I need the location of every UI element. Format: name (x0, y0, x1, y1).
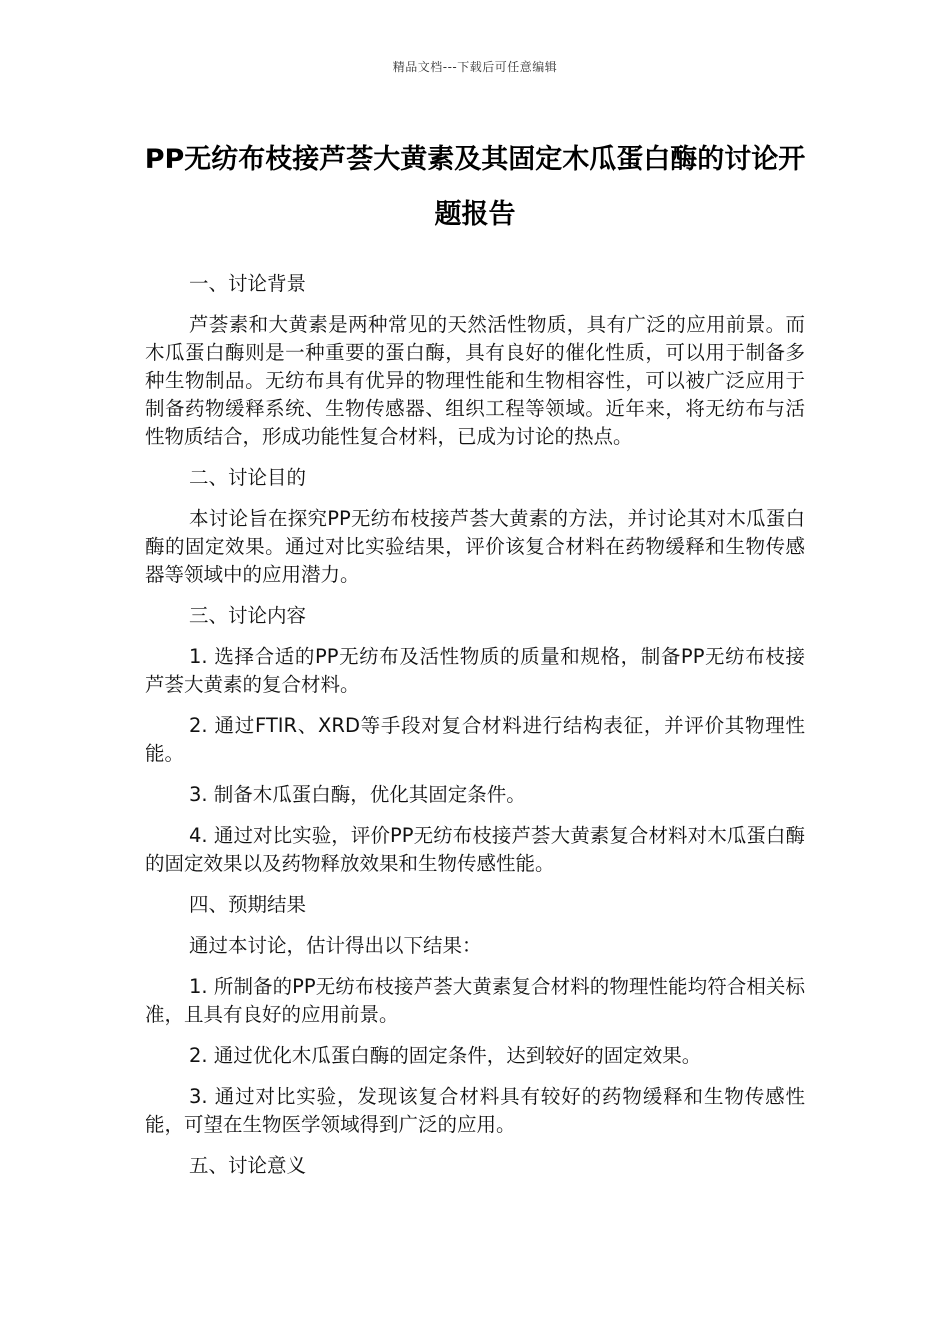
document-body (145, 270, 805, 1193)
content-item: 4. 通过对比实验，评价PP无纺布枝接芦荟大黄素复合材料对木瓜蛋白酶的固定效果以及药物释放效果和生物传感性能。 (145, 824, 805, 875)
document-title: PP无纺布枝接芦荟大黄素及其固定木瓜蛋白酶的讨论开题报告 (144, 144, 806, 230)
content-item: 2. 通过FTIR、XRD等手段对复合材料进行结构表征，并评价其物理性能。 (145, 714, 805, 765)
expected-intro: 通过本讨论，估计得出以下结果： (189, 934, 482, 957)
paragraph-purpose: 本讨论旨在探究PP无纺布枝接芦荟大黄素的方法，并讨论其对木瓜蛋白酶的固定效果。通过对比实验结果，评价该复合材料在药物缓释和生物传感器等领域中的应用潜力。 (145, 507, 805, 586)
paragraph-background: 芦荟素和大黄素是两种常见的天然活性物质，具有广泛的应用前景。而木瓜蛋白酶则是一种重要的蛋白酶，具有良好的催化性质，可以用于制备多种生物制品。无纺布具有优异的物理性能和生物相容性，可以被广泛应用于制备药物缓释系统、生物传感器、组织工程等领域。近年来，将无纺布与活性物质结合，形成功能性复合材料，已成为讨论的热点。 (145, 313, 805, 448)
section-heading-expected: 四、预期结果 (189, 893, 307, 916)
section-heading-background: 一、讨论背景 (189, 272, 307, 295)
expected-item: 2. 通过优化木瓜蛋白酶的固定条件，达到较好的固定效果。 (189, 1044, 702, 1067)
header-note: 精品文档---下载后可任意编辑 (392, 60, 558, 74)
section-heading-purpose: 二、讨论目的 (189, 466, 307, 489)
section-heading-content: 三、讨论内容 (189, 604, 307, 627)
content-item: 1. 选择合适的PP无纺布及活性物质的质量和规格，制备PP无纺布枝接芦荟大黄素的复合材料。 (145, 645, 805, 696)
expected-item: 1. 所制备的PP无纺布枝接芦荟大黄素复合材料的物理性能均符合相关标准，且具有良好的应用前景。 (145, 975, 805, 1026)
expected-item: 3. 通过对比实验，发现该复合材料具有较好的药物缓释和生物传感性能，可望在生物医学领域得到广泛的应用。 (145, 1085, 805, 1136)
section-heading-significance: 五、讨论意义 (189, 1154, 307, 1177)
content-item: 3. 制备木瓜蛋白酶，优化其固定条件。 (189, 783, 526, 806)
